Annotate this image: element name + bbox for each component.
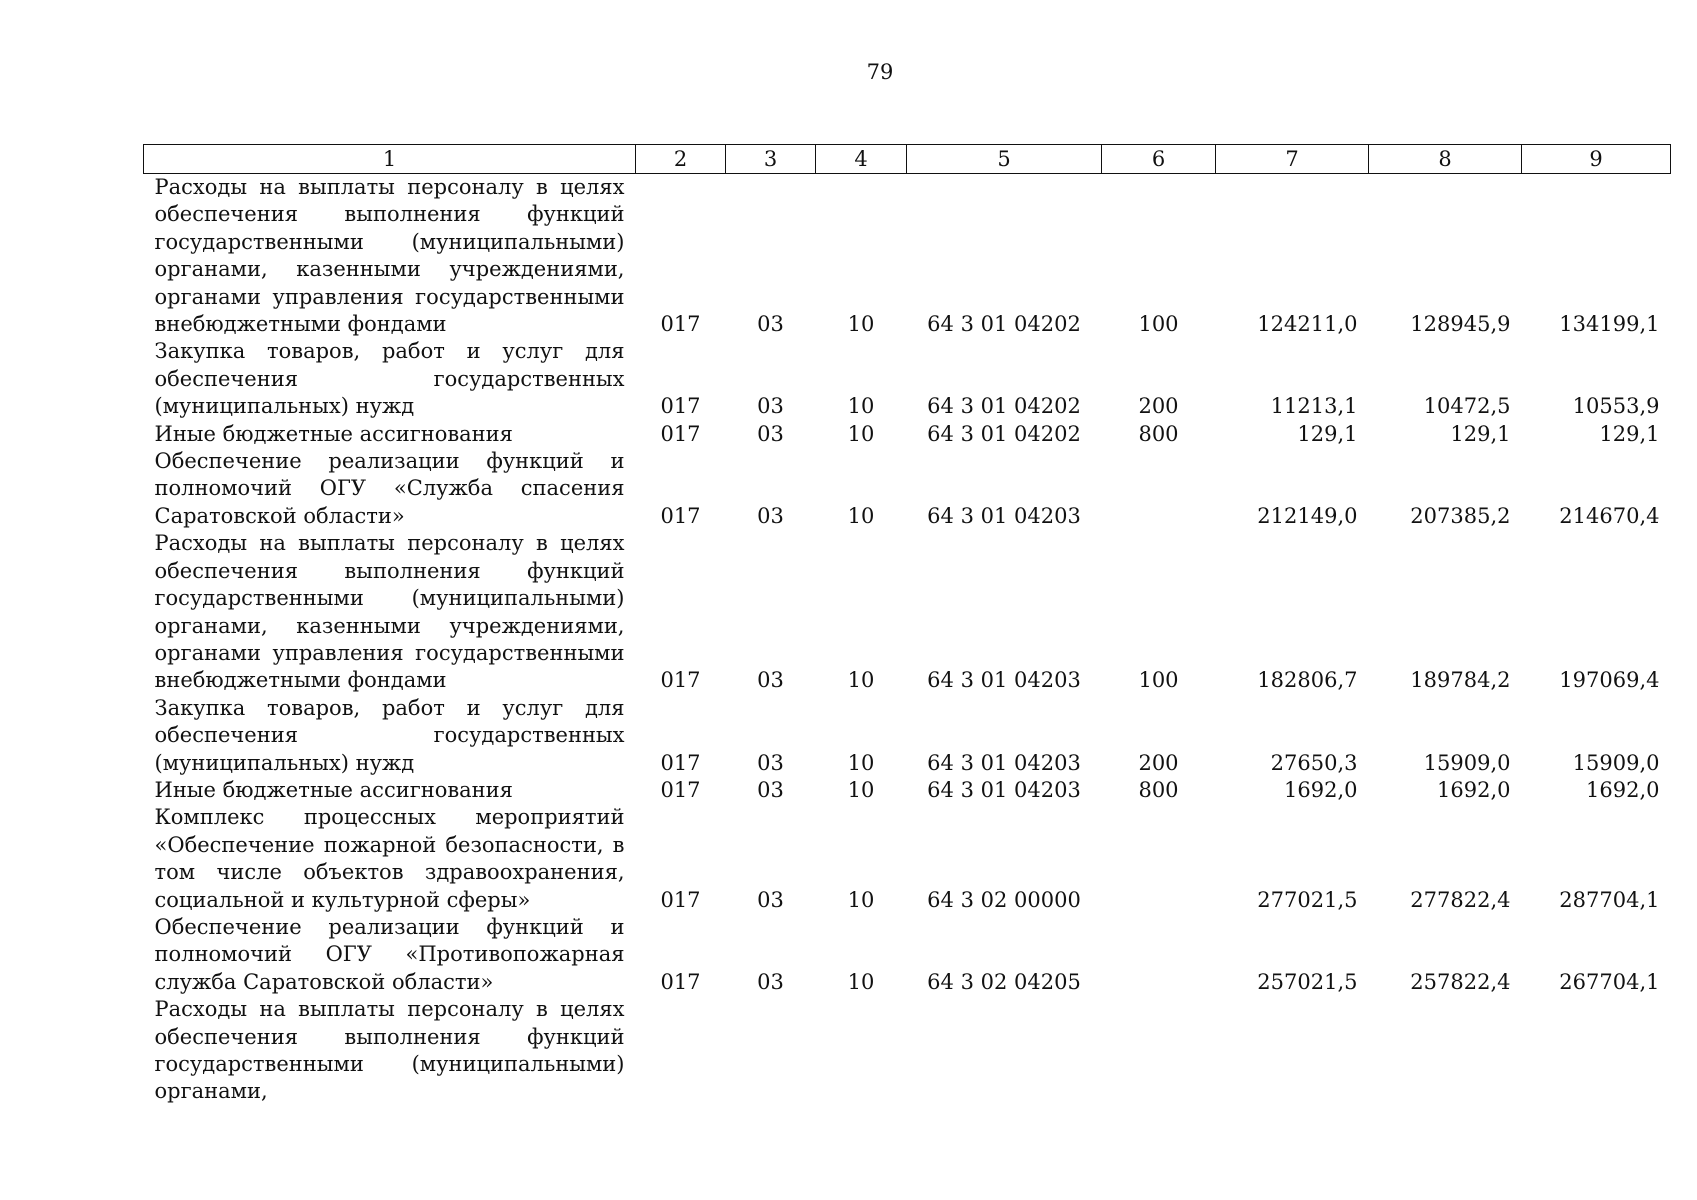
header-row [144, 145, 1671, 174]
cell-amount-9: 15909,0 [1572, 750, 1660, 775]
cell-amount-9: 129,1 [1599, 421, 1660, 446]
cell-subsection: 10 [847, 421, 875, 446]
cell-section: 03 [757, 312, 784, 337]
cell-amount-7: 1692,0 [1284, 777, 1358, 802]
cell-section: 03 [757, 503, 784, 528]
cell-amount-7: 27650,3 [1270, 750, 1358, 775]
cell-subsection: 10 [847, 503, 875, 528]
cell-expense-type: 100 [1138, 668, 1179, 693]
cell-amount-7: 124211,0 [1257, 312, 1358, 337]
cell-ministry-code: 017 [660, 394, 701, 419]
header-col-3: 3 [726, 145, 816, 174]
cell-target-article: 64 3 01 04203 [927, 503, 1081, 528]
cell-ministry-code: 017 [660, 777, 701, 802]
cell-target-article: 64 3 01 04203 [927, 668, 1081, 693]
cell-amount-9: 134199,1 [1559, 312, 1660, 337]
cell-expense-type: 200 [1138, 750, 1179, 775]
row-name: Закупка товаров, работ и услуг для обеспечения государственных (муниципальных) нужд [154, 339, 625, 419]
page-number: 79 [866, 60, 894, 84]
header-col-9: 9 [1522, 145, 1671, 174]
cell-section: 03 [757, 668, 784, 693]
header-col-5: 5 [907, 145, 1102, 174]
table-row [144, 695, 1671, 777]
row-name: Иные бюджетные ассигнования [154, 777, 513, 802]
cell-ministry-code: 017 [660, 887, 701, 912]
row-name: Закупка товаров, работ и услуг для обеспечения государственных (муниципальных) нужд [154, 695, 625, 775]
cell-amount-8: 257822,4 [1410, 969, 1511, 994]
row-name: Расходы на выплаты персоналу в целях обеспечения выполнения функций государственными (муниципальными) органами, казенными учреждениями, органами управления государственными внебюджетными фондами [154, 531, 625, 693]
cell-amount-7: 277021,5 [1257, 887, 1358, 912]
cell-amount-8: 129,1 [1450, 421, 1511, 446]
cell-amount-8: 207385,2 [1410, 503, 1511, 528]
cell-target-article: 64 3 01 04203 [927, 750, 1081, 775]
cell-ministry-code: 017 [660, 421, 701, 446]
table-row [144, 914, 1671, 996]
cell-ministry-code: 017 [660, 750, 701, 775]
cell-target-article [907, 996, 1102, 1106]
cell-target-article: 64 3 01 04202 [927, 312, 1081, 337]
cell-ministry-code: 017 [660, 668, 701, 693]
table-row [144, 421, 1671, 448]
cell-subsection: 10 [847, 887, 875, 912]
row-name: Комплекс процессных мероприятий «Обеспечение пожарной безопасности, в том числе объектов здравоохранения, социальной и культурной сферы» [154, 805, 625, 912]
cell-ministry-code: 017 [660, 312, 701, 337]
cell-amount-7: 212149,0 [1257, 503, 1358, 528]
cell-section [726, 996, 816, 1106]
cell-section: 03 [757, 421, 784, 446]
cell-subsection: 10 [847, 394, 875, 419]
cell-section: 03 [757, 969, 784, 994]
header-col-1: 1 [144, 145, 636, 174]
cell-target-article: 64 3 01 04202 [927, 394, 1081, 419]
table-row [144, 777, 1671, 804]
cell-section: 03 [757, 750, 784, 775]
cell-amount-7: 11213,1 [1270, 394, 1358, 419]
table-row [144, 338, 1671, 420]
cell-expense-type: 800 [1138, 777, 1179, 802]
cell-amount-9 [1522, 996, 1671, 1106]
cell-expense-type: 800 [1138, 421, 1179, 446]
cell-expense-type [1102, 448, 1216, 530]
row-name: Расходы на выплаты персоналу в целях обеспечения выполнения функций государственными (муниципальными) органами, казенными учреждениями, органами управления государственными внебюджетными фондами [154, 175, 625, 337]
header-col-2: 2 [636, 145, 726, 174]
cell-amount-9: 1692,0 [1586, 777, 1660, 802]
cell-amount-8: 128945,9 [1410, 312, 1511, 337]
header-col-4: 4 [816, 145, 907, 174]
cell-expense-type: 100 [1138, 312, 1179, 337]
cell-target-article: 64 3 01 04202 [927, 421, 1081, 446]
cell-amount-9: 10553,9 [1572, 394, 1660, 419]
table-row [144, 804, 1671, 914]
cell-amount-7: 129,1 [1297, 421, 1358, 446]
cell-section: 03 [757, 887, 784, 912]
cell-expense-type [1102, 914, 1216, 996]
cell-section: 03 [757, 394, 784, 419]
cell-expense-type [1102, 996, 1216, 1106]
cell-target-article: 64 3 02 04205 [927, 969, 1081, 994]
header-col-7: 7 [1216, 145, 1369, 174]
cell-target-article: 64 3 01 04203 [927, 777, 1081, 802]
cell-amount-8: 10472,5 [1423, 394, 1511, 419]
cell-expense-type: 200 [1138, 394, 1179, 419]
cell-subsection: 10 [847, 750, 875, 775]
cell-amount-8: 277822,4 [1410, 887, 1511, 912]
cell-amount-9: 287704,1 [1559, 887, 1660, 912]
cell-ministry-code: 017 [660, 503, 701, 528]
table-row [144, 448, 1671, 530]
row-name: Обеспечение реализации функций и полномочий ОГУ «Противопожарная служба Саратовской области» [154, 914, 625, 994]
cell-subsection [816, 996, 907, 1106]
cell-target-article: 64 3 02 00000 [927, 887, 1081, 912]
row-name: Обеспечение реализации функций и полномочий ОГУ «Служба спасения Саратовской области» [154, 449, 625, 528]
cell-subsection: 10 [847, 777, 875, 802]
header-col-6: 6 [1102, 145, 1216, 174]
cell-amount-8: 15909,0 [1423, 750, 1511, 775]
cell-amount-8: 189784,2 [1410, 668, 1511, 693]
row-name: Иные бюджетные ассигнования [154, 421, 513, 446]
cell-subsection: 10 [847, 969, 875, 994]
budget-table [143, 144, 1671, 1106]
table-row [144, 174, 1671, 339]
cell-amount-9: 214670,4 [1559, 503, 1660, 528]
cell-ministry-code [636, 996, 726, 1106]
table-row [144, 530, 1671, 694]
cell-amount-8: 1692,0 [1437, 777, 1511, 802]
cell-ministry-code: 017 [660, 969, 701, 994]
cell-amount-9: 267704,1 [1559, 969, 1660, 994]
cell-amount-7: 257021,5 [1257, 969, 1358, 994]
header-col-8: 8 [1369, 145, 1522, 174]
cell-amount-9: 197069,4 [1559, 668, 1660, 693]
table-row [144, 996, 1671, 1106]
cell-section: 03 [757, 777, 784, 802]
row-name: Расходы на выплаты персоналу в целях обеспечения выполнения функций государственными (муниципальными) органами, [154, 997, 625, 1104]
cell-amount-8 [1369, 996, 1522, 1106]
cell-amount-7: 182806,7 [1257, 668, 1358, 693]
cell-subsection: 10 [847, 668, 875, 693]
cell-expense-type [1102, 804, 1216, 914]
cell-subsection: 10 [847, 312, 875, 337]
cell-amount-7 [1216, 996, 1369, 1106]
